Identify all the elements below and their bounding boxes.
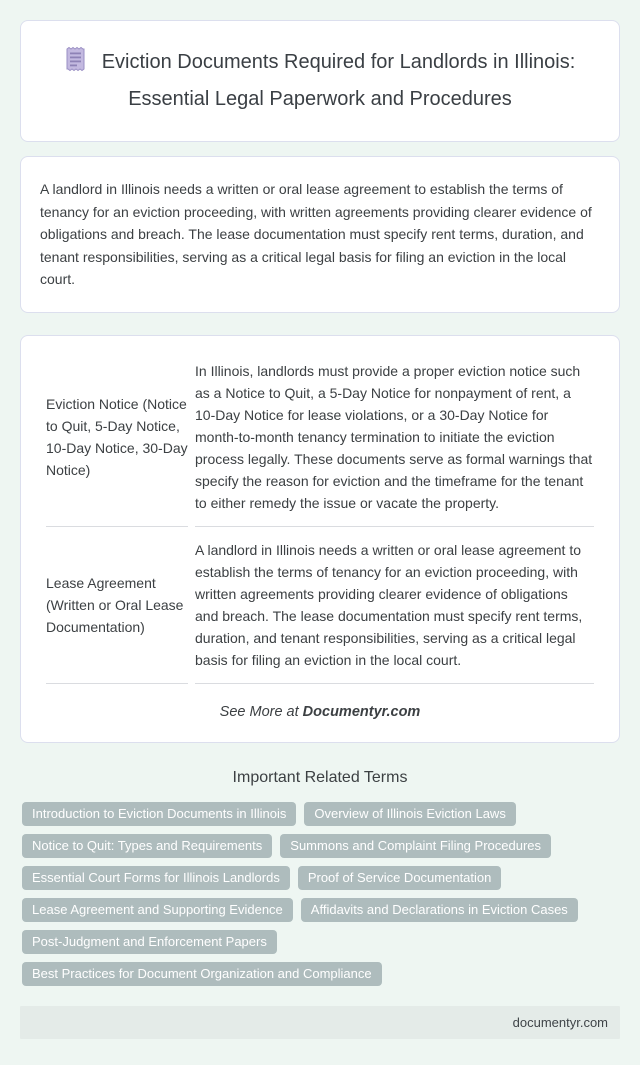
summary-paragraph: A landlord in Illinois needs a written or oral lease agreement to establish the terms of tenancy for an eviction proceeding, with written agreements providing clearer evidence of obligations and breach. The lease documentation must specify rent terms, duration, and tenant responsibilities, serving as a critical legal basis for filing an eviction in the local court. xyxy=(40,181,592,287)
term-name: Eviction Notice (Notice to Quit, 5-Day Notice, 10-Day Notice, 30-Day Notice) xyxy=(46,348,188,527)
related-term-tag[interactable]: Proof of Service Documentation xyxy=(298,866,502,890)
page-title xyxy=(47,46,593,116)
related-term-tag[interactable]: Essential Court Forms for Illinois Landlords xyxy=(22,866,290,890)
term-name: Lease Agreement (Written or Oral Lease Documentation) xyxy=(46,527,188,684)
term-description: A landlord in Illinois needs a written or oral lease agreement to establish the terms of tenancy for an eviction proceeding, with written agreements providing clearer evidence of obligations and breach. The lease documentation must specify rent terms, duration, and tenant responsibilities, serving as a critical legal basis for filing an eviction in the local court. xyxy=(195,527,594,684)
see-more-note xyxy=(39,704,601,720)
related-term-tag[interactable]: Lease Agreement and Supporting Evidence xyxy=(22,898,293,922)
receipt-document-icon xyxy=(65,46,86,83)
related-terms-tag-list xyxy=(20,802,620,986)
related-term-tag[interactable]: Post-Judgment and Enforcement Papers xyxy=(22,930,277,954)
related-term-tag[interactable]: Best Practices for Document Organization and Compliance xyxy=(22,962,382,986)
footer xyxy=(20,1006,620,1039)
related-term-tag[interactable]: Introduction to Eviction Documents in Illinois xyxy=(22,802,296,826)
term-description: In Illinois, landlords must provide a proper eviction notice such as a Notice to Quit, a 5-Day Notice for nonpayment of rent, a 10-Day Notice for lease violations, or a 30-Day Notice for month-to-month tenancy termination to initiate the eviction process legally. These documents serve as formal warnings that specify the reason for eviction and the timeframe for the tenant to either remedy the issue or vacate the property. xyxy=(195,348,594,527)
related-term-tag[interactable]: Notice to Quit: Types and Requirements xyxy=(22,834,272,858)
see-more-site-name: Documentyr.com xyxy=(302,703,421,720)
table-row xyxy=(46,348,594,527)
terms-table-card xyxy=(20,335,620,743)
summary-card xyxy=(20,156,620,313)
page-title-text: Eviction Documents Required for Landlords in Illinois: Essential Legal Paperwork and Procedures xyxy=(101,51,576,110)
related-terms-heading: Important Related Terms xyxy=(232,768,408,786)
see-more-prefix: See More at xyxy=(219,703,303,720)
related-term-tag[interactable]: Summons and Complaint Filing Procedures xyxy=(280,834,551,858)
terms-table xyxy=(39,348,601,684)
title-card xyxy=(20,20,620,142)
table-row xyxy=(46,527,594,684)
related-term-tag[interactable]: Overview of Illinois Eviction Laws xyxy=(304,802,515,826)
footer-site-link[interactable]: documentyr.com xyxy=(512,1014,608,1030)
related-term-tag[interactable]: Affidavits and Declarations in Eviction Cases xyxy=(301,898,578,922)
